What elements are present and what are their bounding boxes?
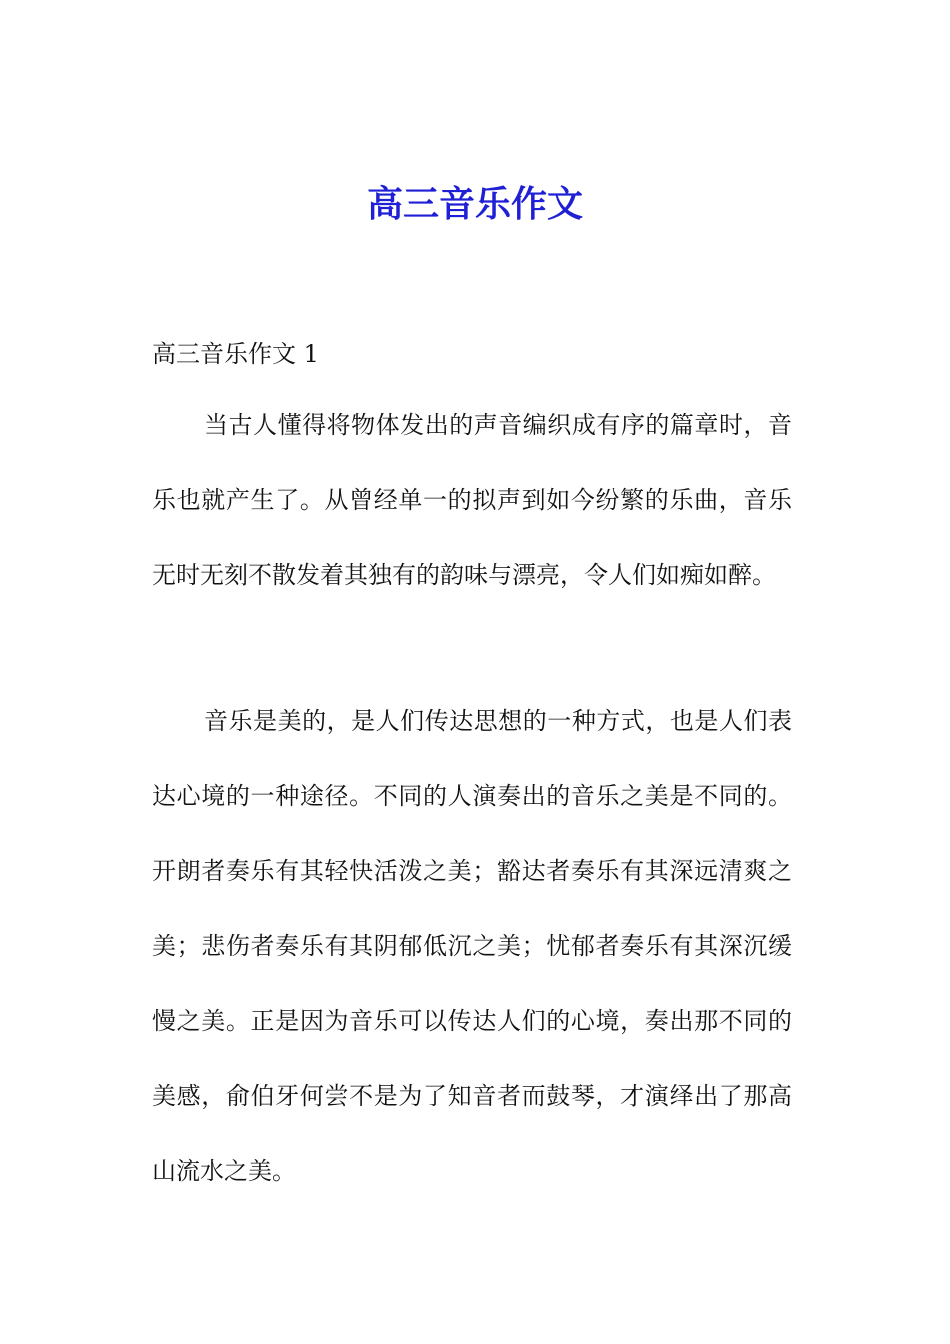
essay-paragraph: 当古人懂得将物体发出的声音编织成有序的篇章时，音乐也就产生了。从曾经单一的拟声到如今纷繁的乐曲，音乐无时无刻不散发着其独有的韵味与漂亮，令人们如痴如醉。 — [152, 411, 792, 589]
document-title: 高三音乐作文 — [366, 183, 583, 225]
essay-paragraph: 音乐是美的，是人们传达思想的一种方式，也是人们表达心境的一种途径。不同的人演奏出的音乐之美是不同的。开朗者奏乐有其轻快活泼之美；豁达者奏乐有其深远清爽之美；悲伤者奏乐有其阴郁低沉之美；忧郁者奏乐有其深沉缓慢之美。正是因为音乐可以传达人们的心境，奏出那不同的美感，俞伯牙何尝不是为了知音者而鼓琴，才演绎出了那高山流水之美。 — [152, 707, 792, 1185]
essay-heading: 高三音乐作文 1 — [152, 340, 319, 368]
